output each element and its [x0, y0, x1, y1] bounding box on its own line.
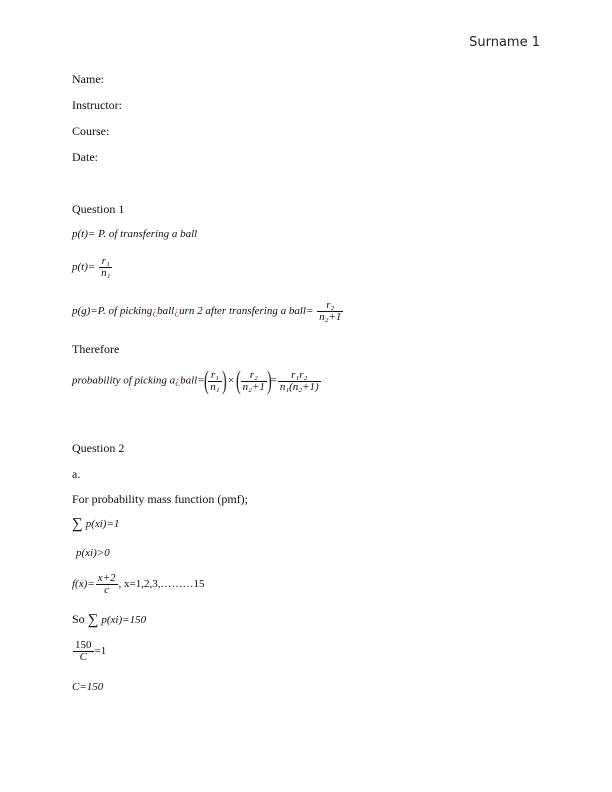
eq-rest: , x=1,2,3,………15	[118, 578, 205, 591]
numerator: r₂	[317, 300, 343, 312]
denominator: n₁	[210, 380, 220, 393]
eq-rhs: P. of transfering a ball	[98, 228, 198, 240]
right-paren: )	[221, 366, 227, 395]
denominator: C	[79, 651, 87, 663]
eq-lhs: probability of picking a	[72, 374, 176, 387]
eq-lhs: f(x)=	[72, 578, 95, 591]
q2-equation-3	[72, 573, 204, 596]
missing-glyph: ¿	[152, 305, 158, 318]
so-label: So	[72, 612, 85, 626]
q2-equation-1	[72, 516, 119, 533]
numerator: r₁	[99, 256, 112, 268]
q1-equation-4	[72, 368, 322, 394]
q2-equation-4	[72, 612, 146, 629]
numerator: r₂	[241, 370, 267, 382]
pmf-intro-text: For probability mass function (pmf);	[72, 492, 248, 506]
q2-equation-5	[72, 640, 106, 663]
instructor-field-label: Instructor:	[72, 98, 122, 112]
q2-equation-6: C=150	[72, 681, 104, 693]
eq-lhs: p(t)=	[72, 228, 96, 240]
sigma-symbol: ∑	[87, 612, 99, 628]
fraction	[99, 256, 112, 279]
running-header: Surname 1	[469, 35, 540, 50]
denominator: n₂+1	[319, 311, 342, 323]
left-paren: (	[235, 366, 241, 395]
eq-expr: p(xi)=150	[101, 614, 147, 626]
fraction	[73, 640, 94, 663]
numerator: r₁	[208, 370, 221, 382]
therefore-text: Therefore	[72, 342, 120, 356]
question-1-heading: Question 1	[72, 202, 125, 216]
eq-rest: =1	[94, 645, 107, 658]
numerator: r₁r₂	[278, 370, 321, 382]
eq-lhs: p(t)=	[72, 261, 96, 274]
numerator: 150	[75, 639, 92, 651]
eq-rest: urn 2 after transfering a ball=	[179, 305, 314, 318]
denominator: n₁	[101, 267, 111, 279]
equals-sign: =	[270, 374, 277, 387]
eq-lhs: p(g)=P. of picking	[72, 305, 153, 318]
course-field-label: Course:	[72, 124, 110, 138]
fraction	[241, 370, 267, 393]
q2-equation-2: p(xi)>0	[76, 547, 110, 559]
denominator: n₁(n₂+1)	[279, 380, 319, 393]
eq-expr: p(xi)=1	[85, 518, 120, 530]
left-paren: (	[203, 366, 209, 395]
numerator: x+2	[97, 572, 116, 584]
denominator: n₂+1	[242, 380, 265, 393]
fraction	[96, 573, 118, 596]
times-sign: ×	[228, 374, 235, 387]
q1-equation-3	[72, 300, 344, 323]
sigma-symbol: ∑	[72, 516, 83, 532]
fraction	[208, 370, 221, 393]
part-a-label: a.	[72, 467, 81, 481]
eq-mid: ball	[157, 305, 175, 318]
right-paren: )	[266, 366, 272, 395]
eq-mid: ball=	[180, 374, 205, 387]
fraction	[278, 370, 321, 393]
q1-equation-1	[72, 228, 197, 240]
q1-equation-2	[72, 256, 113, 279]
question-2-heading: Question 2	[72, 441, 125, 455]
denominator: c	[104, 584, 110, 596]
date-field-label: Date:	[72, 150, 98, 164]
fraction	[317, 300, 343, 323]
name-field-label: Name:	[72, 72, 104, 86]
missing-glyph: ¿	[175, 374, 181, 387]
missing-glyph: ¿	[174, 305, 180, 318]
